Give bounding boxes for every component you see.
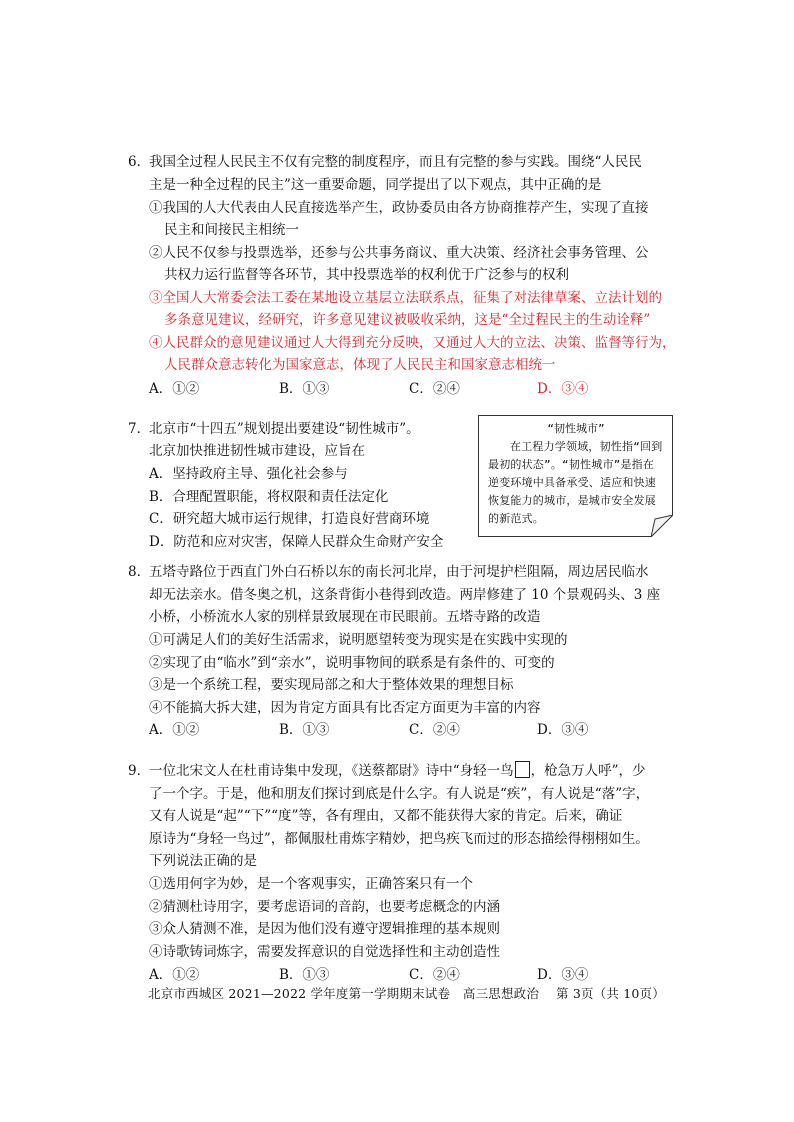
stem-text-after: ，枪急万人呼”，少: [530, 763, 646, 779]
statement-1: ①我国的人大代表由人民直接选举产生，政协委员由各方协商推荐产生，实现了直接: [149, 200, 649, 216]
statement-3: ③众人猜测不准，是因为他们没有遵守逻辑推理的基本规则: [149, 921, 500, 937]
question-stem-line: 我国全过程人民民主不仅有完整的制度程序，而且有完整的参与实践。围绕“人民民: [149, 154, 642, 170]
page-footer: 北京市西城区 2021—2022 学年度第一学期期末试卷 高三思想政治 第 3页（共 10页）: [148, 986, 665, 1001]
note-title: “韧性城市”: [547, 422, 605, 435]
question-number: 7．: [128, 421, 151, 437]
option-a: A．坚持政府主导、强化社会参与: [149, 466, 348, 482]
question-stem-line: 北京市“十四五”规划提出要建设“韧性城市”。: [149, 421, 420, 437]
statement-4: ④人民群众的意见建议通过人大得到充分反映，又通过人大的立法、决策、监督等行为，: [149, 335, 676, 351]
question-stem-line: 主是一种全过程的民主”这一重要命题，同学提出了以下观点，其中正确的是: [149, 177, 602, 193]
option-d: D．防范和应对灾害，保障人民群众生命财产安全: [149, 534, 444, 550]
option-b: B．①③: [279, 722, 330, 738]
statement-3: ③是一个系统工程，要实现局部之和大于整体效果的理想目标: [149, 677, 514, 693]
option-c: C．②④: [409, 967, 460, 983]
option-a: A．①②: [149, 967, 200, 983]
option-c: C．②④: [409, 722, 460, 738]
question-stem-line: [149, 761, 646, 781]
definition-note-box: [478, 415, 673, 537]
option-d: D．③④: [537, 722, 589, 738]
statement-4-cont: 人民群众意志转化为国家意志，体现了人民民主和国家意志相统一: [164, 357, 556, 373]
stem-text-before: 一位北宋文人在杜甫诗集中发现，《送蔡都尉》诗中“身轻一鸟: [149, 763, 514, 779]
option-b: B．①③: [279, 381, 330, 397]
statement-2: ②猜测杜诗用字，要考虑语词的音韵，也要考虑概念的内涵: [149, 899, 500, 915]
option-a: A．①②: [149, 381, 200, 397]
statement-1: ①可满足人们的美好生活需求，说明愿望转变为现实是在实践中实现的: [149, 632, 568, 648]
statement-2-cont: 共权力运行监督等各环节，其中投票选举的权利优于广泛参与的权利: [164, 267, 569, 283]
option-b: B．合理配置职能，将权限和责任法定化: [149, 489, 389, 505]
question-stem-line: 原诗为“身轻一鸟过”，都佩服杜甫炼字精妙，把鸟疾飞而过的形态描绘得栩栩如生。: [149, 831, 649, 847]
statement-4: ④不能搞大拆大建，因为肯定方面具有比否定方面更为丰富的内容: [149, 700, 541, 716]
option-c: C．②④: [409, 381, 460, 397]
statement-2: ②实现了由“临水”到“亲水”，说明事物间的联系是有条件的、可变的: [149, 655, 555, 671]
question-stem-line: 又有人说是“起”“下”“度”等，各有理由，又都不能获得大家的肯定。后来，确证: [149, 808, 623, 824]
question-number: 6．: [128, 154, 151, 170]
statement-3-cont: 多条意见建议，经研究，许多意见建议被吸收采纳，这是“全过程民主的生动诠释”: [164, 312, 651, 328]
question-number: 8．: [128, 564, 151, 580]
statement-4: ④诗歌铸词炼字，需要发挥意识的自觉选择性和主动创造性: [149, 944, 500, 960]
question-stem-line: 五塔寺路位于西直门外白石桥以东的南长河北岸，由于河堤护栏阻隔，周边居民临水: [149, 564, 649, 580]
option-d: D．③④: [537, 967, 589, 983]
question-number: 9．: [128, 763, 151, 779]
page-fold-icon: [651, 515, 673, 537]
question-stem-line: 下列说法正确的是: [149, 853, 257, 869]
statement-1: ①选用何字为妙，是一个客观事实，正确答案只有一个: [149, 876, 473, 892]
question-stem-line: 小桥，小桥流水人家的别样景致展现在市民眼前。五塔寺路的改造: [149, 609, 541, 625]
option-b: B．①③: [279, 967, 330, 983]
statement-1-cont: 民主和间接民主相统一: [164, 222, 299, 238]
question-stem-line: 北京加快推进韧性城市建设，应旨在: [149, 443, 365, 459]
statement-2: ②人民不仅参与投票选举，还参与公共事务商议、重大决策、经济社会事务管理、公: [149, 245, 649, 261]
option-c: C．研究超大城市运行规律，打造良好营商环境: [149, 511, 430, 527]
option-d: D．③④: [537, 381, 589, 397]
question-stem-line: 了一个字。于是，他和朋友们探讨到底是什么字。有人说是“疾”，有人说是“落”字，: [149, 786, 650, 802]
statement-3: ③全国人大常委会法工委在某地设立基层立法联系点，征集了对法律草案、立法计划的: [149, 290, 662, 306]
note-body: 在工程力学领域，韧性指“回到最初的状态”。“韧性城市”是指在逆变环境中具备承受、适应和快速恢复能力的城市，是城市安全发展的新范式。: [488, 440, 663, 525]
question-stem-line: 却无法亲水。借冬奥之机，这条背街小巷得到改造。两岸修建了 10 个景观码头、3 座: [149, 587, 661, 603]
option-a: A．①②: [149, 722, 200, 738]
blank-box: [515, 761, 530, 778]
